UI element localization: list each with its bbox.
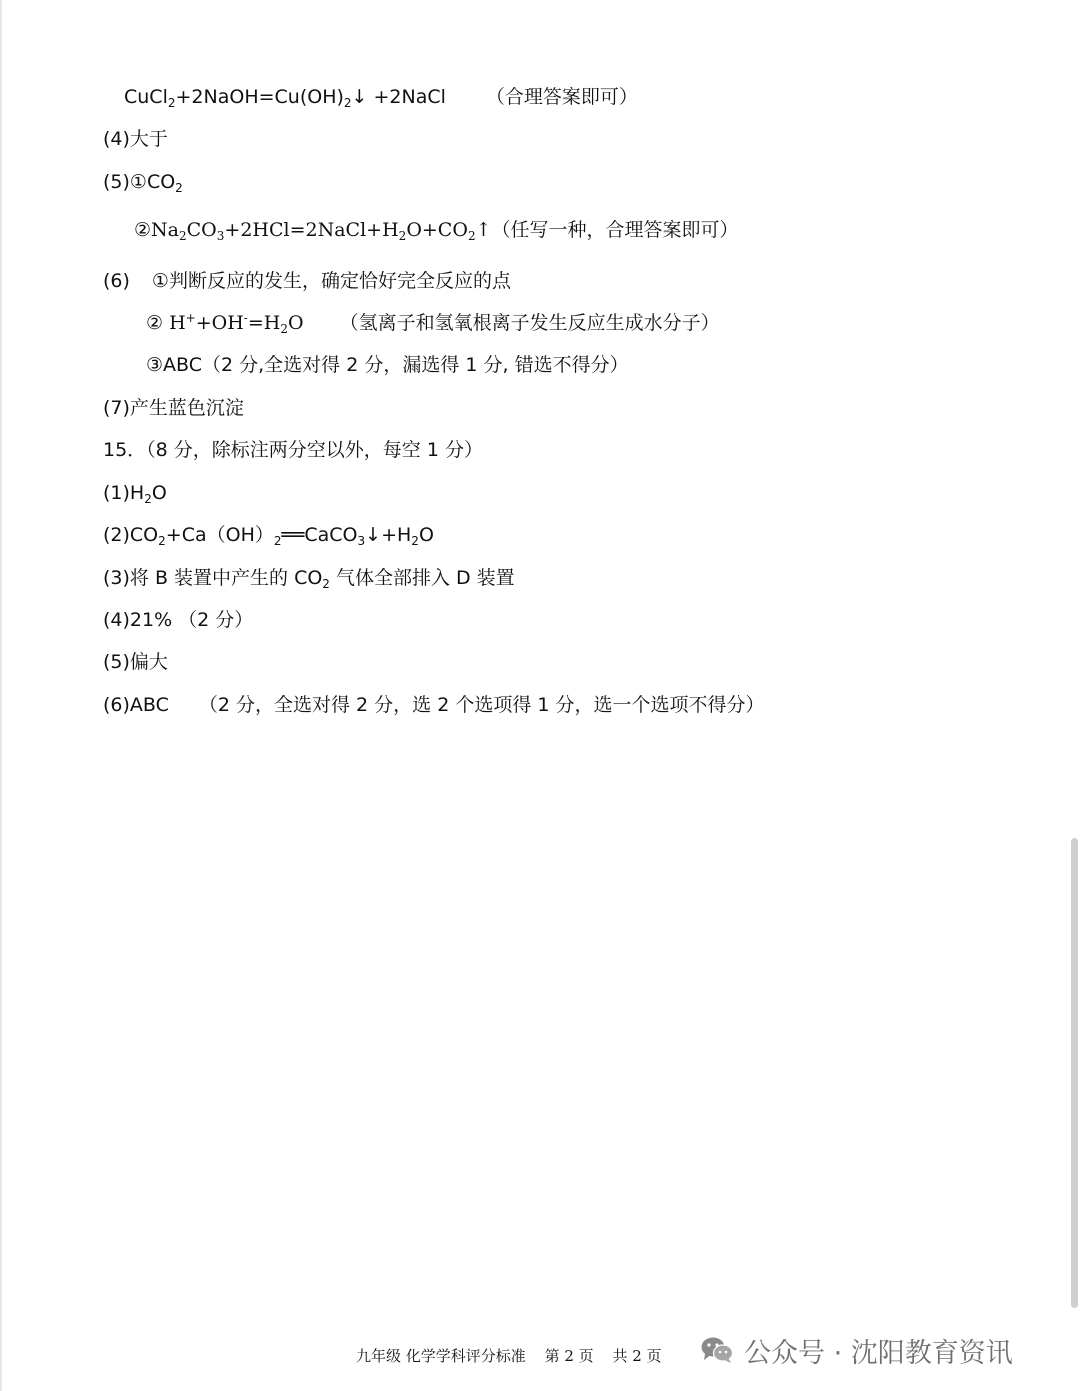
answer-line-6-1 bbox=[103, 267, 511, 295]
text: O bbox=[288, 312, 304, 334]
text: (1)H bbox=[103, 482, 145, 504]
text: ══CaCO bbox=[281, 524, 358, 546]
answer-line-5-1 bbox=[103, 168, 183, 196]
text: CuCl bbox=[124, 86, 168, 108]
text: +OH bbox=[195, 312, 244, 334]
text: +Ca（OH） bbox=[165, 524, 274, 546]
answer-15-3 bbox=[103, 564, 515, 592]
answer-15-5: (5)偏大 bbox=[103, 651, 168, 673]
answer-line-5-2 bbox=[134, 216, 739, 244]
text: ↑（任写一种，合理答案即可） bbox=[475, 219, 739, 241]
answer-line-6-3: ③ABC（2 分,全选对得 2 分，漏选得 1 分, 错选不得分） bbox=[146, 354, 629, 376]
text: ② H bbox=[146, 312, 186, 334]
footer-title: 九年级 化学学科评分标准 bbox=[356, 1347, 526, 1365]
text: 气体全部排入 D 装置 bbox=[329, 567, 515, 589]
text: +2HCl=2NaCl+H bbox=[224, 219, 399, 241]
subscript: 2 bbox=[175, 181, 183, 195]
scrollbar[interactable] bbox=[1071, 838, 1078, 1308]
footer-page-number: 第 2 页 bbox=[544, 1347, 594, 1365]
text: (3)将 B 装置中产生的 CO bbox=[103, 567, 323, 589]
page-edge bbox=[0, 0, 2, 1391]
subscript: 3 bbox=[357, 534, 366, 548]
text: =H bbox=[247, 312, 281, 334]
text: O bbox=[151, 482, 167, 504]
subscript: 2 bbox=[273, 534, 282, 548]
subscript: 2 bbox=[467, 229, 476, 243]
answer-line-equation-cucl2 bbox=[124, 83, 638, 111]
text: ↓+H bbox=[365, 524, 412, 546]
page-footer bbox=[356, 1345, 676, 1366]
text: (6) bbox=[103, 270, 130, 292]
subscript: 3 bbox=[216, 229, 225, 243]
answer-line-6-2 bbox=[146, 309, 720, 337]
note: （氢离子和氢氧根离子发生反应生成水分子） bbox=[339, 312, 720, 334]
text: ↓ +2NaCl bbox=[351, 86, 446, 108]
text: ②Na bbox=[134, 219, 179, 241]
subscript: 2 bbox=[158, 534, 166, 548]
superscript: - bbox=[243, 311, 248, 325]
subscript: 2 bbox=[144, 492, 152, 506]
footer-page-total: 共 2 页 bbox=[612, 1347, 662, 1365]
question-15-heading: 15．（8 分，除标注两分空以外，每空 1 分） bbox=[103, 439, 483, 461]
answer-line-4: (4)大于 bbox=[103, 128, 168, 150]
text: (5)①CO bbox=[103, 171, 176, 193]
text: +2NaOH=Cu(OH) bbox=[175, 86, 344, 108]
subscript: 2 bbox=[179, 229, 187, 243]
text: CO bbox=[186, 219, 217, 241]
text: O+CO bbox=[406, 219, 468, 241]
text: (2)CO bbox=[103, 524, 159, 546]
subscript: 2 bbox=[280, 322, 288, 336]
answer-15-1 bbox=[103, 479, 167, 507]
note: （2 分，全选对得 2 分，选 2 个选项得 1 分，选一个选项不得分） bbox=[198, 694, 765, 716]
text: (6)ABC bbox=[103, 694, 169, 716]
watermark bbox=[700, 1330, 1013, 1370]
answer-15-4: (4)21% （2 分） bbox=[103, 609, 254, 631]
subscript: 2 bbox=[343, 96, 352, 110]
subscript: 2 bbox=[322, 577, 330, 591]
text: ①判断反应的发生，确定恰好完全反应的点 bbox=[151, 270, 511, 292]
subscript: 2 bbox=[411, 534, 419, 548]
answer-15-2 bbox=[103, 521, 434, 549]
text: O bbox=[418, 524, 434, 546]
wechat-icon bbox=[700, 1336, 734, 1364]
note: （合理答案即可） bbox=[485, 86, 638, 108]
answer-15-6 bbox=[103, 691, 765, 719]
answer-line-7: (7)产生蓝色沉淀 bbox=[103, 397, 244, 419]
superscript: + bbox=[185, 311, 196, 325]
watermark-text: 公众号 · 沈阳教育资讯 bbox=[744, 1337, 1013, 1369]
subscript: 2 bbox=[398, 229, 407, 243]
subscript: 2 bbox=[167, 96, 176, 110]
